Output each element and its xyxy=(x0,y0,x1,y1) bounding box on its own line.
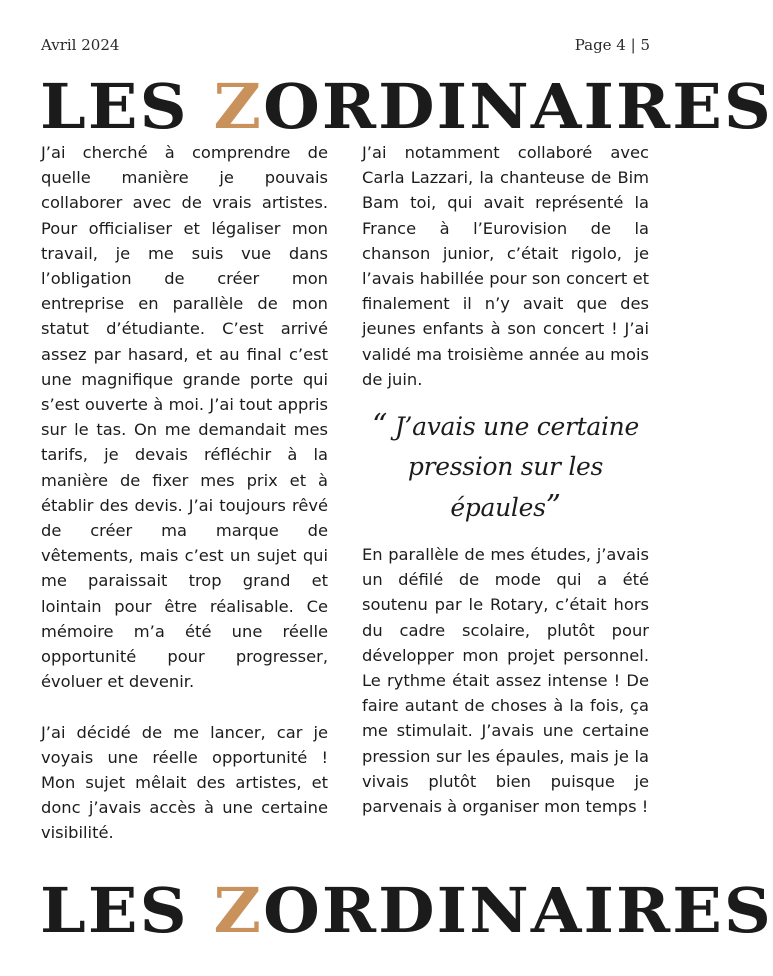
masthead-repeat-accent-letter: Z xyxy=(213,874,264,947)
masthead-title xyxy=(40,70,773,143)
page-number: Page 4 | 5 xyxy=(574,36,650,54)
left-paragraph-1: J’ai cherché à comprendre de quelle manière je pouvais collaborer avec de vrais artistes. Pour officialiser et légaliser mon travail, je me suis vue dans l’obligation de créer mon entreprise en parallèle de mon statut d’étudiante. C’est arrivé assez par hasard, et au final c’est une magnifique grande porte qui s’est ouverte à moi. J’ai tout appris sur le tas. On me demandait mes tarifs, je devais réfléchir à la manière de fixer mes prix et à établir des devis. J’ai toujours rêvé de créer ma marque de vêtements, mais c’est un sujet qui me paraissait trop grand et lointain pour être réalisable. Ce mémoire m’a été une réelle opportunité pour progresser, évoluer et devenir. xyxy=(41,143,328,692)
masthead-repeat-end: ORDINAIRES xyxy=(263,874,773,947)
masthead-title-end: ORDINAIRES xyxy=(263,70,773,143)
masthead-top xyxy=(0,70,773,143)
masthead-title-repeat xyxy=(40,874,773,947)
issue-date: Avril 2024 xyxy=(41,36,120,54)
masthead-bottom xyxy=(0,874,773,947)
pull-quote xyxy=(362,406,649,528)
left-paragraph-2: J’ai décidé de me lancer, car je voyais une réelle opportunité ! Mon sujet mêlait des artistes, et donc j’avais accès à une certaine visibilité. xyxy=(41,722,328,843)
right-paragraph-1: J’ai notamment collaboré avec Carla Lazzari, la chanteuse de Bim Bam toi, qui avait représenté la France à l’Eurovision de la chanson junior, c’était rigolo, je l’avais habillée pour son concert et finalement il n’y avait que des jeunes enfants à son concert ! J’ai validé ma troisième année au mois de juin. xyxy=(362,143,649,389)
masthead-title-start: LES xyxy=(40,70,214,143)
masthead-repeat-start: LES xyxy=(40,874,214,947)
quote-close-mark: ” xyxy=(545,489,561,525)
quote-text: J’avais une certaine pression sur les épaules xyxy=(394,412,639,523)
right-column xyxy=(362,140,649,819)
left-column xyxy=(41,140,328,846)
quote-open-mark: “ xyxy=(372,408,388,444)
right-paragraph-2: En parallèle de mes études, j’avais un défilé de mode qui a été soutenu par le Rotary, c’était hors du cadre scolaire, plutôt pour développer mon projet personnel. Le rythme était assez intense ! De faire autant de choses à la fois, ça me stimulait. J’avais une certaine pression sur les épaules, mais je la vivais plutôt bien puisque je parvenais à organiser mon temps ! xyxy=(362,545,649,817)
masthead-accent-letter: Z xyxy=(213,70,264,143)
